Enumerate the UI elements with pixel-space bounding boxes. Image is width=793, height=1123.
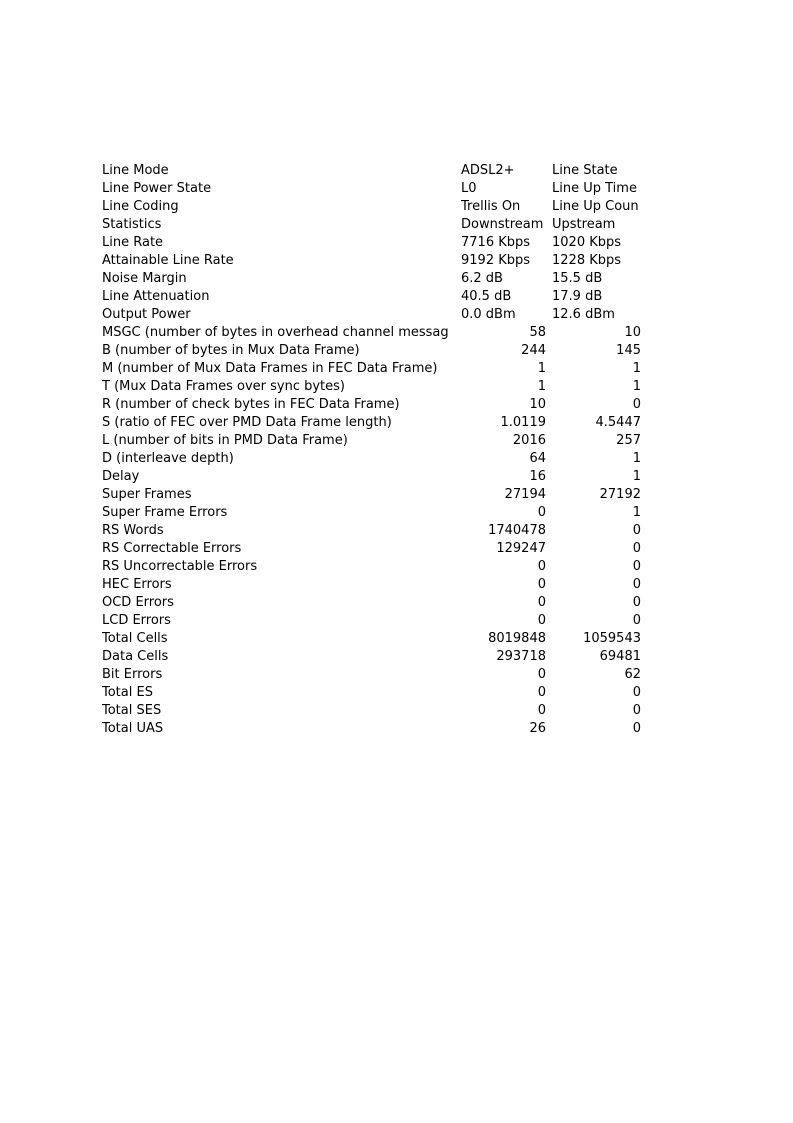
upstream-value: 27192 bbox=[599, 487, 641, 502]
downstream-value: 6.2 dB bbox=[461, 271, 503, 286]
table-row bbox=[102, 666, 641, 684]
upstream-value: 257 bbox=[616, 433, 641, 448]
row-label: OCD Errors bbox=[102, 595, 174, 610]
table-row bbox=[102, 702, 641, 720]
table-row bbox=[102, 180, 641, 198]
row-label: RS Words bbox=[102, 523, 164, 538]
row-label: B (number of bytes in Mux Data Frame) bbox=[102, 343, 360, 358]
downstream-value: 0 bbox=[537, 667, 546, 682]
upstream-value: 1 bbox=[632, 379, 641, 394]
upstream-value: 1 bbox=[632, 469, 641, 484]
row-label: Statistics bbox=[102, 217, 162, 232]
downstream-value: 40.5 dB bbox=[461, 289, 512, 304]
downstream-value: 27194 bbox=[504, 487, 546, 502]
downstream-value: 1740478 bbox=[488, 523, 546, 538]
table-row bbox=[102, 630, 641, 648]
downstream-value: 10 bbox=[529, 397, 546, 412]
row-label: Line Power State bbox=[102, 181, 212, 196]
table-row bbox=[102, 396, 641, 414]
table-row bbox=[102, 198, 641, 216]
upstream-value: 0 bbox=[632, 613, 641, 628]
downstream-value: 129247 bbox=[496, 541, 546, 556]
table-row bbox=[102, 540, 641, 558]
table-row bbox=[102, 324, 641, 342]
upstream-value: 0 bbox=[632, 559, 641, 574]
upstream-value: Line State bbox=[552, 163, 618, 178]
table-row bbox=[102, 432, 641, 450]
row-label: HEC Errors bbox=[102, 577, 172, 592]
row-label: Line Attenuation bbox=[102, 289, 210, 304]
adsl-statistics-table bbox=[102, 162, 641, 738]
row-label: MSGC (number of bytes in overhead channel messag bbox=[102, 325, 449, 340]
row-label: Super Frame Errors bbox=[102, 505, 228, 520]
upstream-value: 0 bbox=[632, 541, 641, 556]
upstream-value: 15.5 dB bbox=[552, 271, 603, 286]
downstream-value: Downstream bbox=[461, 217, 544, 232]
downstream-value: L0 bbox=[461, 181, 477, 196]
row-label: Data Cells bbox=[102, 649, 169, 664]
downstream-value: 293718 bbox=[496, 649, 546, 664]
row-label: RS Uncorrectable Errors bbox=[102, 559, 258, 574]
downstream-value: 2016 bbox=[512, 433, 546, 448]
row-label: Attainable Line Rate bbox=[102, 253, 234, 268]
table-row bbox=[102, 684, 641, 702]
table-row bbox=[102, 252, 641, 270]
row-label: Output Power bbox=[102, 307, 191, 322]
downstream-value: 0.0 dBm bbox=[461, 307, 516, 322]
row-label: Line Rate bbox=[102, 235, 164, 250]
table-row bbox=[102, 648, 641, 666]
downstream-value: 7716 Kbps bbox=[461, 235, 531, 250]
row-label: Line Coding bbox=[102, 199, 179, 214]
row-label: M (number of Mux Data Frames in FEC Data Frame) bbox=[102, 361, 438, 376]
row-label: Super Frames bbox=[102, 487, 192, 502]
downstream-value: 0 bbox=[537, 685, 546, 700]
table-row bbox=[102, 522, 641, 540]
row-label: T (Mux Data Frames over sync bytes) bbox=[102, 379, 346, 394]
table-row bbox=[102, 486, 641, 504]
upstream-value: 62 bbox=[624, 667, 641, 682]
downstream-value: 64 bbox=[529, 451, 546, 466]
downstream-value: 16 bbox=[529, 469, 546, 484]
table-row bbox=[102, 288, 641, 306]
upstream-value: 1 bbox=[632, 361, 641, 376]
upstream-value: 0 bbox=[632, 721, 641, 736]
row-label: R (number of check bytes in FEC Data Frame) bbox=[102, 397, 400, 412]
row-label: Total UAS bbox=[102, 721, 164, 736]
table-row bbox=[102, 576, 641, 594]
table-row bbox=[102, 450, 641, 468]
table-row bbox=[102, 468, 641, 486]
downstream-value: 9192 Kbps bbox=[461, 253, 531, 268]
downstream-value: 8019848 bbox=[488, 631, 546, 646]
upstream-value: 0 bbox=[632, 577, 641, 592]
table-row bbox=[102, 306, 641, 324]
table-row bbox=[102, 270, 641, 288]
upstream-value: 12.6 dBm bbox=[552, 307, 615, 322]
table-row bbox=[102, 342, 641, 360]
downstream-value: 0 bbox=[537, 703, 546, 718]
table-row bbox=[102, 720, 641, 738]
downstream-value: 1 bbox=[537, 361, 546, 376]
row-label: L (number of bits in PMD Data Frame) bbox=[102, 433, 348, 448]
table-row bbox=[102, 234, 641, 252]
table-row bbox=[102, 612, 641, 630]
upstream-value: 0 bbox=[632, 397, 641, 412]
downstream-value: 0 bbox=[537, 505, 546, 520]
upstream-value: 0 bbox=[632, 595, 641, 610]
table-row bbox=[102, 594, 641, 612]
upstream-value: 69481 bbox=[599, 649, 641, 664]
table-row bbox=[102, 360, 641, 378]
downstream-value: 244 bbox=[521, 343, 546, 358]
downstream-value: 0 bbox=[537, 577, 546, 592]
upstream-value: 0 bbox=[632, 685, 641, 700]
upstream-value: 1 bbox=[632, 451, 641, 466]
row-label: Noise Margin bbox=[102, 271, 187, 286]
upstream-value: Line Up Coun bbox=[552, 199, 639, 214]
table-row bbox=[102, 504, 641, 522]
upstream-value: Upstream bbox=[552, 217, 616, 232]
row-label: S (ratio of FEC over PMD Data Frame length) bbox=[102, 415, 392, 430]
downstream-value: Trellis On bbox=[461, 199, 521, 214]
upstream-value: 1059543 bbox=[583, 631, 641, 646]
downstream-value: 0 bbox=[537, 559, 546, 574]
upstream-value: 10 bbox=[624, 325, 641, 340]
row-label: Line Mode bbox=[102, 163, 169, 178]
upstream-value: 145 bbox=[616, 343, 641, 358]
table-row bbox=[102, 414, 641, 432]
table-row bbox=[102, 216, 641, 234]
downstream-value: ADSL2+ bbox=[461, 163, 515, 178]
downstream-value: 1.0119 bbox=[500, 415, 546, 430]
upstream-value: Line Up Time bbox=[552, 181, 637, 196]
row-label: Total ES bbox=[102, 685, 153, 700]
upstream-value: 1 bbox=[632, 505, 641, 520]
upstream-value: 1228 Kbps bbox=[552, 253, 622, 268]
downstream-value: 0 bbox=[537, 595, 546, 610]
downstream-value: 1 bbox=[537, 379, 546, 394]
row-label: Total Cells bbox=[102, 631, 168, 646]
row-label: D (interleave depth) bbox=[102, 451, 234, 466]
table-row bbox=[102, 558, 641, 576]
row-label: RS Correctable Errors bbox=[102, 541, 242, 556]
table-row bbox=[102, 378, 641, 396]
downstream-value: 0 bbox=[537, 613, 546, 628]
upstream-value: 1020 Kbps bbox=[552, 235, 622, 250]
downstream-value: 58 bbox=[529, 325, 546, 340]
row-label: LCD Errors bbox=[102, 613, 171, 628]
upstream-value: 17.9 dB bbox=[552, 289, 603, 304]
upstream-value: 0 bbox=[632, 703, 641, 718]
row-label: Delay bbox=[102, 469, 140, 484]
row-label: Bit Errors bbox=[102, 667, 163, 682]
upstream-value: 0 bbox=[632, 523, 641, 538]
row-label: Total SES bbox=[102, 703, 162, 718]
downstream-value: 26 bbox=[529, 721, 546, 736]
table-row bbox=[102, 162, 641, 180]
upstream-value: 4.5447 bbox=[595, 415, 641, 430]
